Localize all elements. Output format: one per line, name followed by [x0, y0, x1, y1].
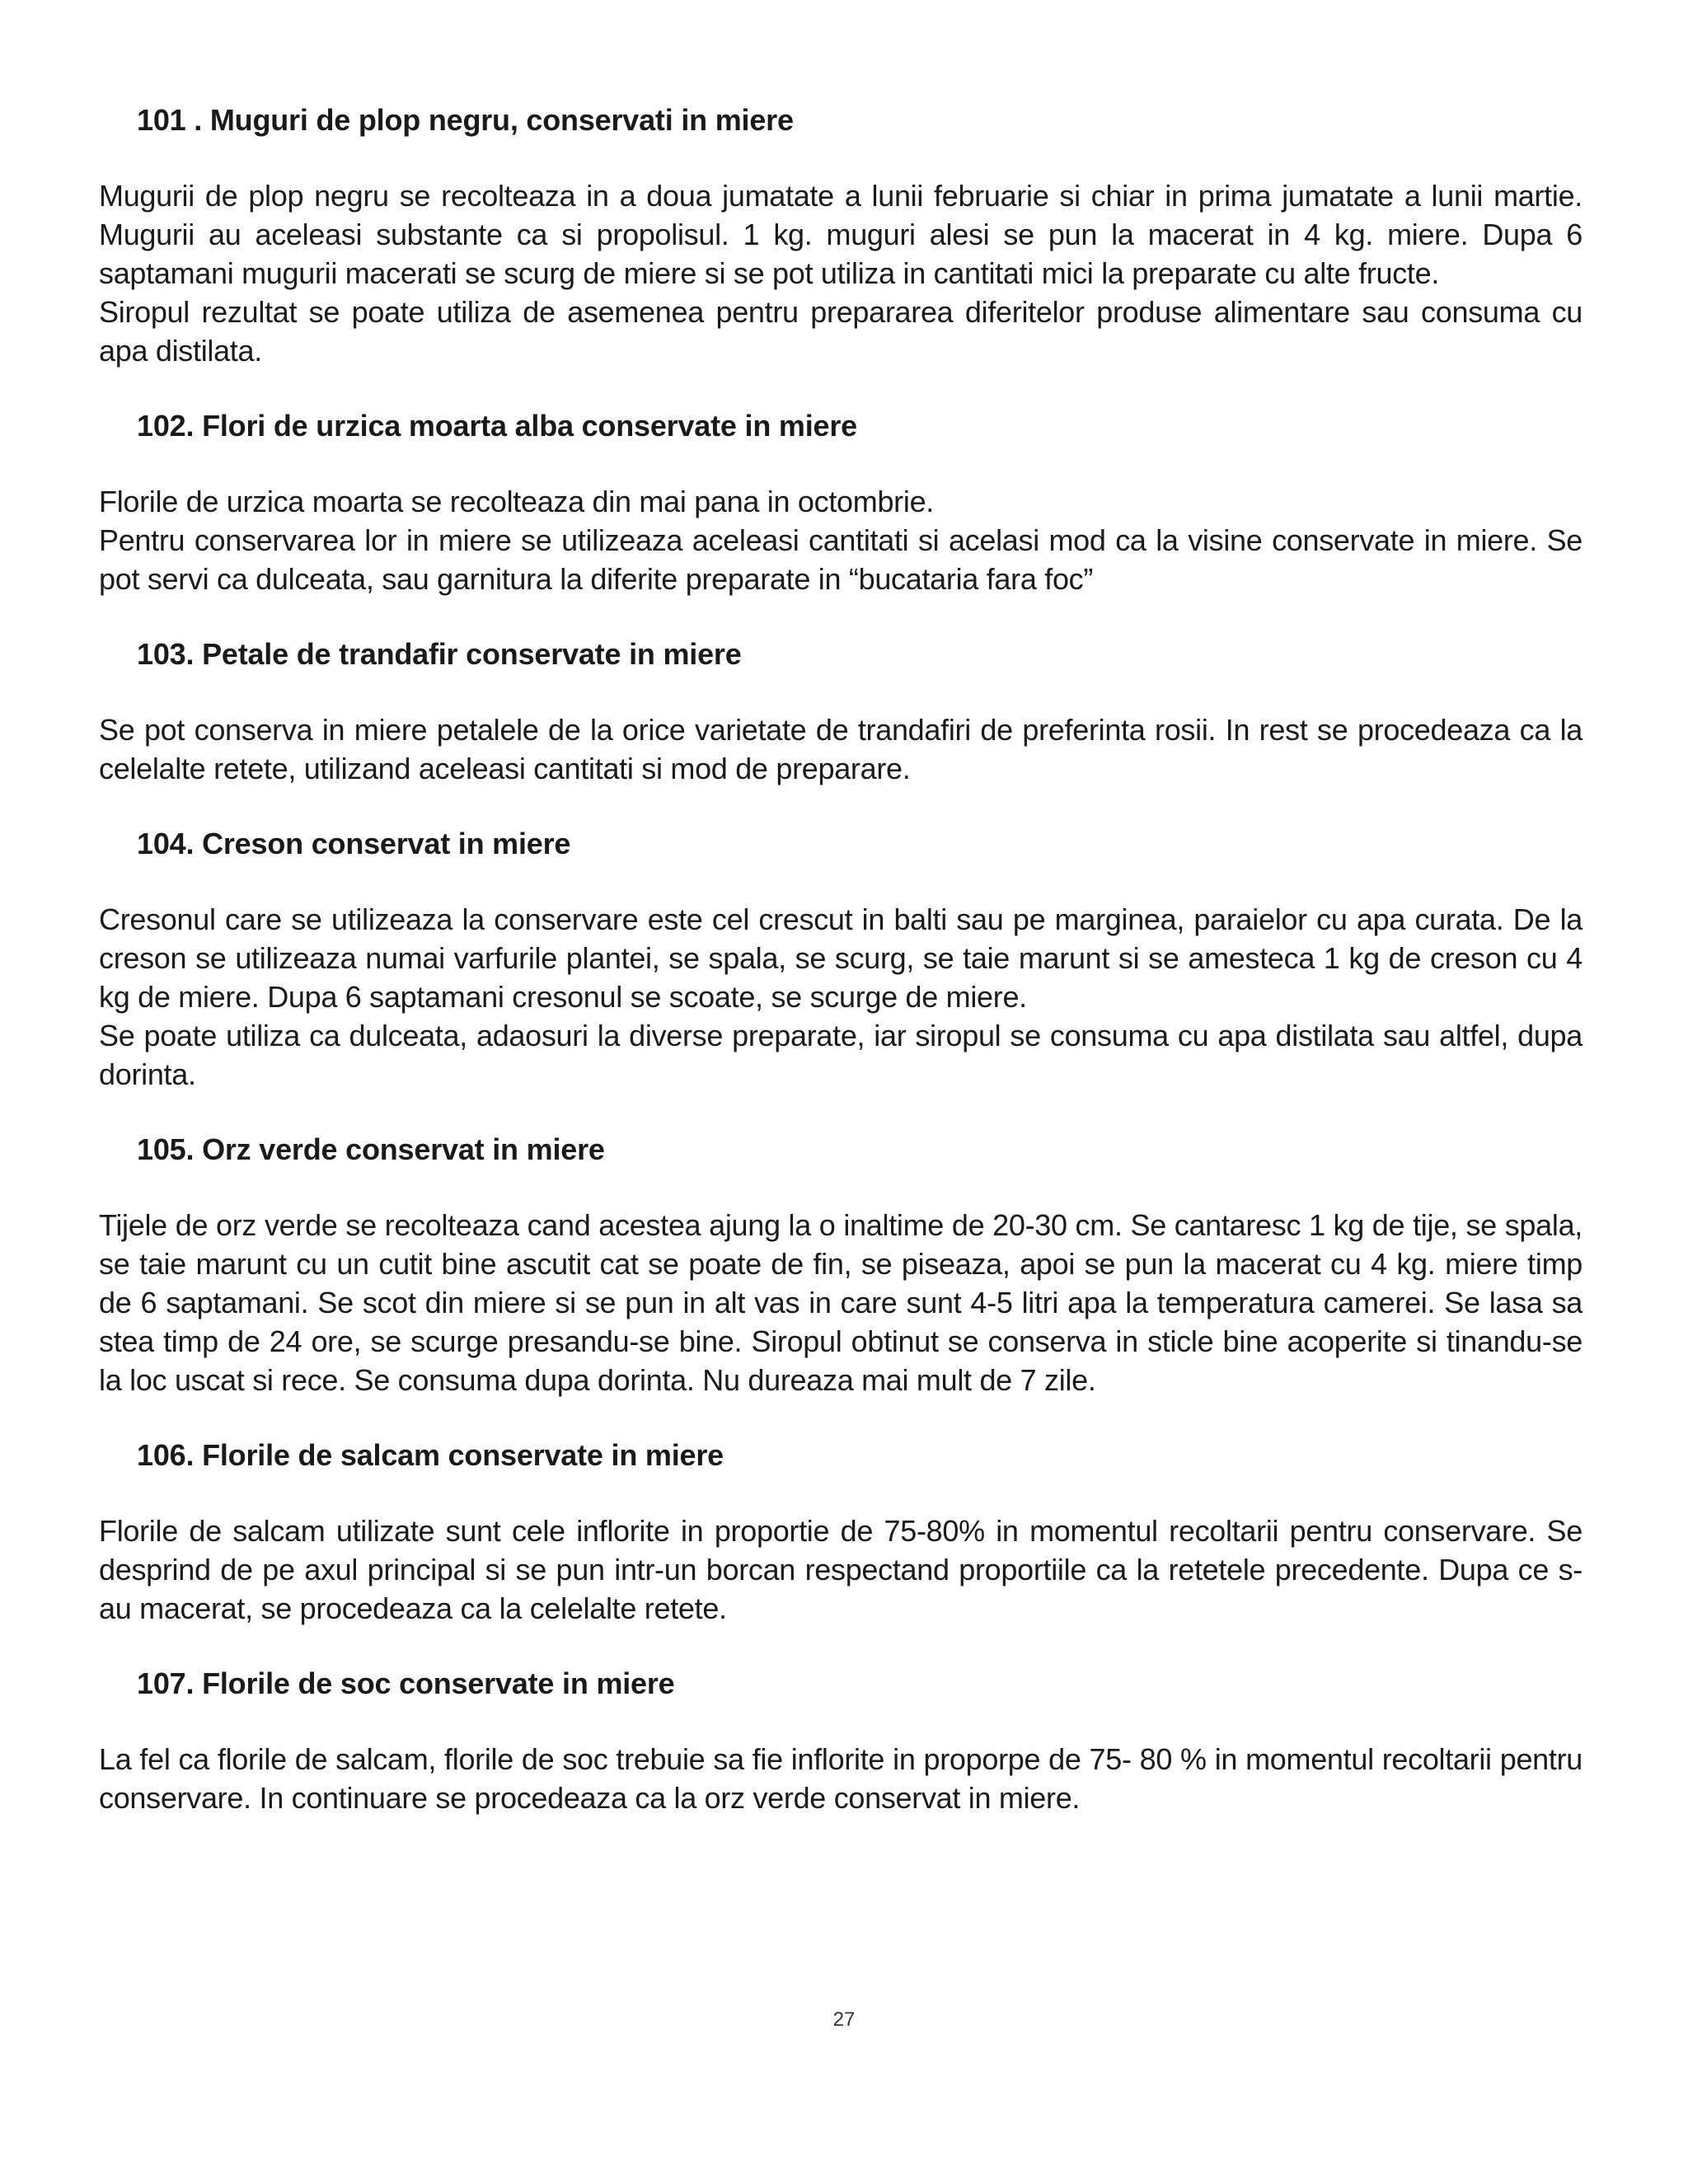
page-content — [99, 101, 1582, 1817]
recipe-section-102 — [99, 406, 1582, 598]
section-heading: 104. Creson conservat in miere — [137, 827, 571, 860]
section-paragraph: Pentru conservarea lor in miere se utilizeaza aceleasi cantitati si acelasi mod ca la visine conservate in miere. Se pot servi ca dulceata, sau garnitura la diferite preparate in “bucataria fara foc” — [99, 523, 1582, 596]
section-heading: 101 . Muguri de plop negru, conservati in miere — [137, 103, 794, 137]
recipe-section-106 — [99, 1436, 1582, 1628]
recipe-section-103 — [99, 635, 1582, 788]
page-number: 27 — [832, 2008, 856, 2031]
section-heading: 107. Florile de soc conservate in miere — [137, 1666, 675, 1700]
section-paragraph: Tijele de orz verde se recolteaza cand acestea ajung la o inaltime de 20-30 cm. Se cantaresc 1 kg de tije, se spala, se taie marunt cu un cutit bine ascutit cat se poate de fin, se piseaza, apoi se pun la macerat cu 4 kg. miere timp de 6 saptamani. Se scot din miere si se pun in alt vas in care sunt 4-5 litri apa la temperatura camerei. Se lasa sa stea timp de 24 ore, se scurge presandu-se bine. Siropul obtinut se conserva in sticle bine acoperite si tinandu-se la loc uscat si rece. Se consuma dupa dorinta. Nu dureaza mai mult de 7 zile. — [99, 1208, 1582, 1397]
section-paragraph: Cresonul care se utilizeaza la conservare este cel crescut in balti sau pe marginea, paraielor cu apa curata. De la creson se utilizeaza numai varfurile plantei, se spala, se scurg, se taie marunt si se amesteca 1 kg de creson cu 4 kg de miere. Dupa 6 saptamani cresonul se scoate, se scurge de miere. — [99, 902, 1582, 1014]
section-heading: 103. Petale de trandafir conservate in miere — [137, 637, 742, 671]
section-heading: 106. Florile de salcam conservate in miere — [137, 1438, 724, 1472]
section-heading: 102. Flori de urzica moarta alba conservate in miere — [137, 409, 857, 443]
section-paragraph: Mugurii de plop negru se recolteaza in a doua jumatate a lunii februarie si chiar in prima jumatate a lunii martie. Mugurii au aceleasi substante ca si propolisul. 1 kg. muguri alesi se pun la macerat in 4 kg. miere. Dupa 6 saptamani mugurii macerati se scurg de miere si se pot utiliza in cantitati mici la preparate cu alte fructe. — [99, 179, 1582, 290]
section-heading: 105. Orz verde conservat in miere — [137, 1132, 605, 1166]
section-paragraph: Florile de urzica moarta se recolteaza din mai pana in octombrie. — [99, 485, 934, 518]
recipe-section-101 — [99, 101, 1582, 370]
section-paragraph: Siropul rezultat se poate utiliza de asemenea pentru prepararea diferitelor produse alimentare sau consuma cu apa distilata. — [99, 295, 1582, 368]
section-paragraph: Se poate utiliza ca dulceata, adaosuri la diverse preparate, iar siropul se consuma cu apa distilata sau altfel, dupa dorinta. — [99, 1019, 1582, 1091]
recipe-section-107 — [99, 1664, 1582, 1817]
section-paragraph: Se pot conserva in miere petalele de la orice varietate de trandafiri de preferinta rosii. In rest se procedeaza ca la celelalte retete, utilizand aceleasi cantitati si mod de preparare. — [99, 713, 1582, 785]
section-paragraph: Florile de salcam utilizate sunt cele inflorite in proportie de 75-80% in momentul recoltarii pentru conservare. Se desprind de pe axul principal si se pun intr-un borcan respectand proportiile ca la retetele precedente. Dupa ce s-au macerat, se procedeaza ca la celelalte retete. — [99, 1514, 1582, 1625]
recipe-section-104 — [99, 824, 1582, 1094]
recipe-section-105 — [99, 1130, 1582, 1399]
section-paragraph: La fel ca florile de salcam, florile de soc trebuie sa fie inflorite in proporpe de 75- 80 % in momentul recoltarii pentru conservare. In continuare se procedeaza ca la orz verde conservat in miere. — [99, 1742, 1582, 1815]
